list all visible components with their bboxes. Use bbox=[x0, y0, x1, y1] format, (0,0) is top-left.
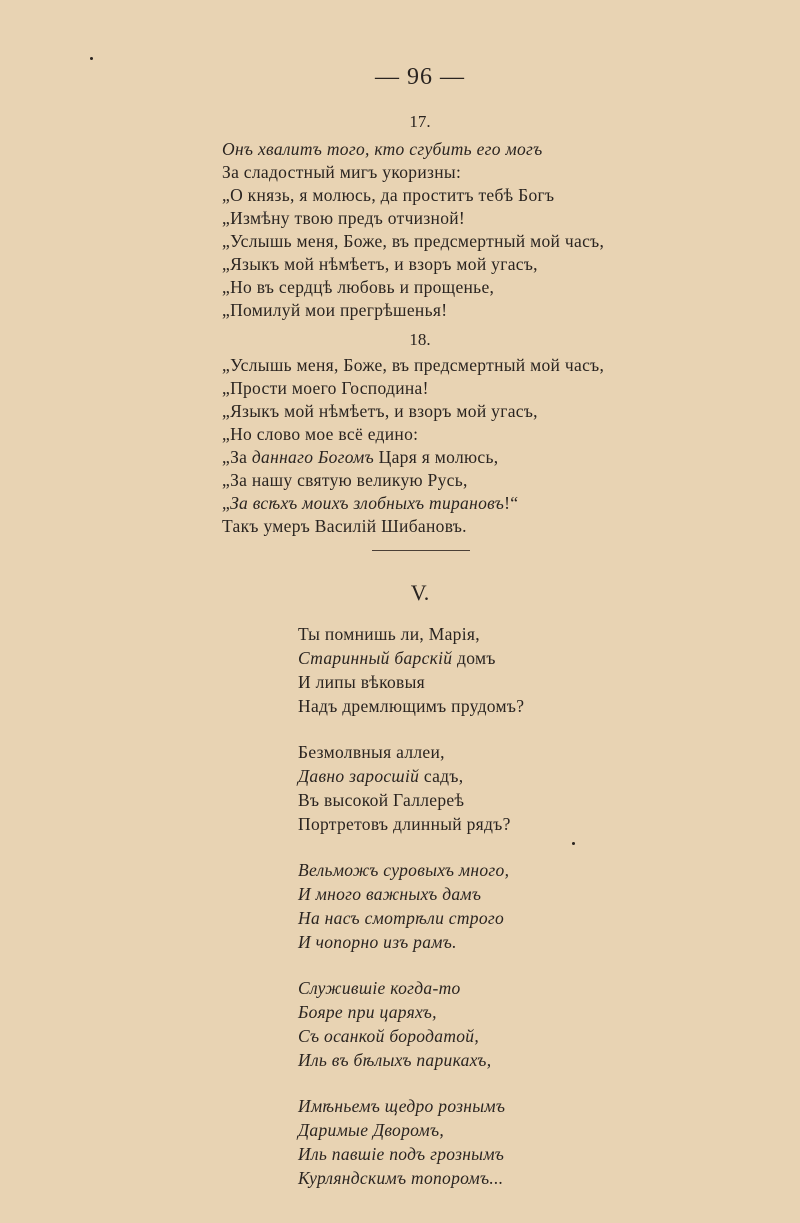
verse-line: Онъ хвалитъ того, кто сгубить его могъ bbox=[222, 139, 543, 159]
verse-line: „Помилуй мои прегрѣшенья! bbox=[222, 300, 448, 320]
poem-v bbox=[298, 622, 524, 1212]
verse-line: Даримые Дворомъ, bbox=[298, 1120, 445, 1140]
verse-line: „Языкъ мой нѣмѣетъ, и взоръ мой угасъ, bbox=[222, 254, 538, 274]
poem-stanza bbox=[298, 858, 524, 954]
stanza-17 bbox=[222, 138, 604, 322]
verse-line: „Языкъ мой нѣмѣетъ, и взоръ мой угасъ, bbox=[222, 401, 538, 421]
verse-line: „За нашу святую великую Русь, bbox=[222, 470, 468, 490]
verse-line: Съ осанкой бородатой, bbox=[298, 1026, 480, 1046]
paper-speck bbox=[572, 842, 575, 845]
verse-line: Такъ умеръ Василій Шибановъ. bbox=[222, 516, 467, 536]
verse-line: „Но слово мое всё едино: bbox=[222, 424, 419, 444]
poem-stanza bbox=[298, 622, 524, 718]
verse-line: Курляндскимъ топоромъ... bbox=[298, 1168, 504, 1188]
verse-line: На насъ смотрѣли строго bbox=[298, 908, 505, 928]
verse-line: „Но въ сердцѣ любовь и прощенье, bbox=[222, 277, 495, 297]
verse-line: Въ высокой Галлереѣ bbox=[298, 790, 465, 810]
verse-line: И много важныхъ дамъ bbox=[298, 884, 482, 904]
verse-line: „О князь, я молюсь, да проститъ тебѣ Богъ bbox=[222, 185, 555, 205]
paper-speck bbox=[90, 57, 93, 60]
verse-line: Портретовъ длинный рядъ? bbox=[298, 814, 511, 834]
verse-line: Старинный барскій домъ bbox=[298, 648, 496, 668]
poem-stanza bbox=[298, 1094, 524, 1190]
poem-stanza bbox=[298, 740, 524, 836]
verse-line: Служившіе когда-то bbox=[298, 978, 461, 998]
verse-line: „Услышь меня, Боже, въ предсмертный мой часъ, bbox=[222, 355, 605, 375]
stanza-18 bbox=[222, 354, 604, 538]
verse-line: „Прости моего Господина! bbox=[222, 378, 429, 398]
verse-line: „Измѣну твою предъ отчизной! bbox=[222, 208, 466, 228]
section-heading: V. bbox=[410, 580, 430, 605]
verse-line: „За даннаго Богомъ Царя я молюсь, bbox=[222, 447, 499, 467]
verse-line: И липы вѣковыя bbox=[298, 672, 426, 692]
verse-line: Иль павшіе подъ грознымъ bbox=[298, 1144, 505, 1164]
poem-stanza bbox=[298, 976, 524, 1072]
verse-line: Имѣньемъ щедро рознымъ bbox=[298, 1096, 506, 1116]
verse-line: Ты помнишь ли, Марія, bbox=[298, 624, 480, 644]
verse-line: „Услышь меня, Боже, въ предсмертный мой часъ, bbox=[222, 231, 605, 251]
verse-line: Надъ дремлющимъ прудомъ? bbox=[298, 696, 525, 716]
verse-line: Вельможъ суровыхъ много, bbox=[298, 860, 510, 880]
verse-line: „За всѣхъ моихъ злобныхъ тирановъ!“ bbox=[222, 493, 519, 513]
stanza-number-18: 18. bbox=[409, 330, 431, 349]
verse-line: За сладостный мигъ укоризны: bbox=[222, 162, 462, 182]
stanza-number-17: 17. bbox=[409, 112, 431, 131]
verse-line: Безмолвныя аллеи, bbox=[298, 742, 445, 762]
verse-line: Давно заросшій садъ, bbox=[298, 766, 464, 786]
page-number: — 96 — bbox=[375, 64, 465, 90]
section-divider bbox=[372, 550, 470, 551]
verse-line: Иль въ бѣлыхъ парикахъ, bbox=[298, 1050, 492, 1070]
verse-line: Бояре при царяхъ, bbox=[298, 1002, 437, 1022]
verse-line: И чопорно изъ рамъ. bbox=[298, 932, 457, 952]
